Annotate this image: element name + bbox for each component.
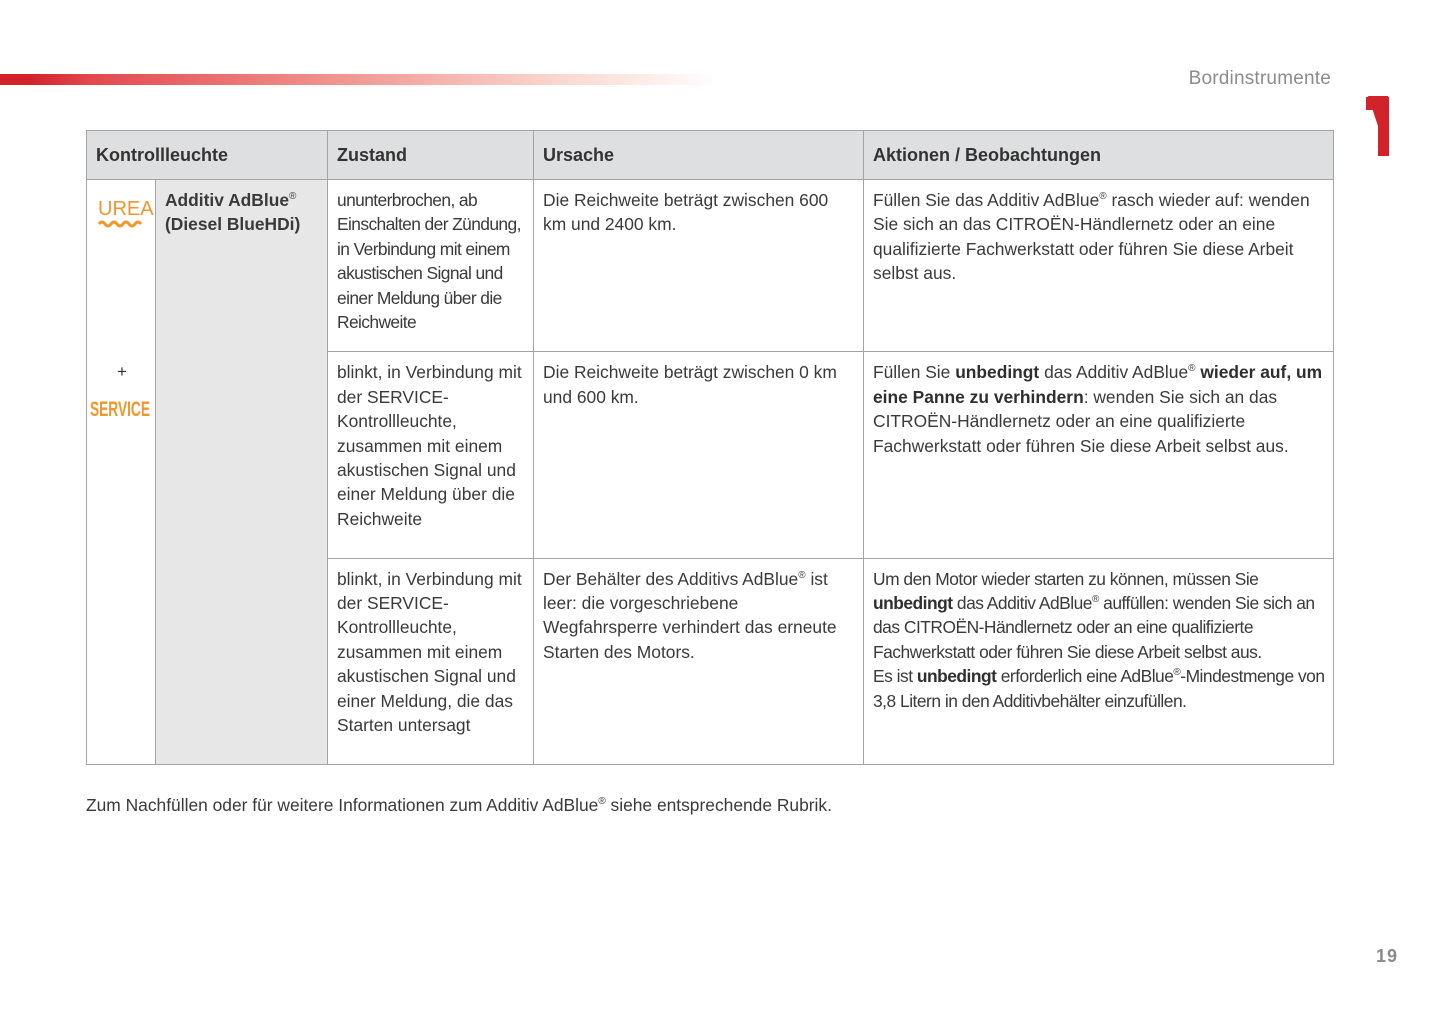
row3-aktion-d: auffüllen: wenden Sie sich an das CITROËN-Händlernetz oder an eine qualifizierte Fachwerkstatt oder führen Sie diese Arbeit selbst aus.: [873, 593, 1315, 662]
indicator-engine: (Diesel BlueHDi): [165, 214, 301, 235]
page-number: 19: [1376, 946, 1399, 966]
row3-aktion-e: Es ist: [873, 666, 917, 687]
row3-aktion-g: erforderlich eine AdBlue: [996, 666, 1174, 687]
table-header-row: [87, 131, 1334, 180]
footnote-text-a: Zum Nachfüllen oder für weitere Informationen zum Additiv AdBlue: [86, 795, 599, 815]
row1-aktion-a: Füllen Sie das Additiv AdBlue: [873, 190, 1100, 210]
row3-zustand: blinkt, in Verbindung mit der SERVICE-Kontrollleuchte, zusammen mit einem akustischen Signal und einer Meldung, die das Starten untersagt: [328, 558, 534, 764]
row3-ursache: [534, 558, 864, 764]
footnote-text-b: siehe entsprechende Rubrik.: [605, 795, 832, 815]
registered-mark: ®: [798, 569, 806, 581]
registered-mark: ®: [598, 796, 606, 807]
col-header-kontrollleuchte: Kontrollleuchte: [87, 131, 328, 180]
row1-zustand: ununterbrochen, ab Einschalten der Zündung, in Verbindung mit einem akustischen Signal und einer Meldung über die Reichweite: [328, 180, 534, 352]
indicator-icons-cell: [87, 180, 156, 765]
warning-light-table: [86, 130, 1334, 765]
registered-mark: ®: [1173, 667, 1181, 679]
urea-warning-icon: [97, 195, 154, 237]
col-header-aktionen: Aktionen / Beobachtungen: [864, 131, 1334, 180]
indicator-name-cell: [156, 180, 328, 765]
row2-aktion-c: das Additiv AdBlue: [1039, 362, 1189, 383]
chapter-number-glyph: [1366, 86, 1404, 166]
registered-mark: ®: [1091, 594, 1099, 606]
footnote: [86, 795, 832, 816]
col-header-zustand: Zustand: [328, 131, 534, 180]
service-icon-label: SERVICE: [90, 398, 150, 421]
header-accent-bar: [0, 74, 720, 85]
row2-aktion-a: Füllen Sie: [873, 362, 956, 383]
registered-mark: ®: [288, 191, 297, 202]
plus-sign: +: [117, 362, 127, 381]
row1-ursache: Die Reichweite beträgt zwischen 600 km und 2400 km.: [534, 180, 864, 352]
row2-aktion-emphasis-2: wieder auf, um eine Panne zu verhindern: [873, 362, 1323, 407]
row3-ursache-b: ist leer: die vorgeschriebene Wegfahrsperre verhindert das erneute Starten des Motors.: [543, 568, 837, 662]
row3-aktion-h: -Mindestmenge von 3,8 Litern in den Additivbehälter einzufüllen.: [873, 666, 1325, 711]
row1-aktion-b: rasch wieder auf: wenden Sie sich an das CITROËN-Händlernetz oder an eine qualifizierte Fachwerkstatt oder führen Sie diese Arbeit selbst aus.: [873, 190, 1310, 284]
registered-mark: ®: [1188, 363, 1196, 375]
row1-aktion: [864, 180, 1334, 352]
row2-ursache: Die Reichweite beträgt zwischen 0 km und 600 km.: [534, 352, 864, 558]
row3-ursache-a: Der Behälter des Additivs AdBlue: [543, 568, 799, 589]
table-row: [87, 180, 1334, 352]
row3-aktion-emphasis-2: unbedingt: [916, 666, 997, 687]
row2-zustand: blinkt, in Verbindung mit der SERVICE-Kontrollleuchte, zusammen mit einem akustischen Signal und einer Meldung über die Reichweite: [328, 352, 534, 558]
registered-mark: ®: [1099, 191, 1107, 202]
row2-aktion-emphasis: unbedingt: [955, 362, 1040, 383]
urea-icon-label: UREA: [98, 198, 154, 220]
row3-aktion: [864, 558, 1334, 764]
section-title: Bordinstrumente: [1188, 68, 1331, 89]
service-warning-icon: [89, 393, 153, 429]
row3-aktion-a: Um den Motor wieder starten zu können, müssen Sie: [873, 568, 1259, 589]
row3-aktion-c: das Additiv AdBlue: [952, 593, 1092, 614]
row2-aktion: [864, 352, 1334, 558]
col-header-ursache: Ursache: [534, 131, 864, 180]
chapter-number: [1366, 86, 1404, 166]
row2-aktion-e: : wenden Sie sich an das CITROËN-Händlernetz oder an eine qualifizierte Fachwerkstatt oder führen Sie diese Arbeit selbst aus.: [873, 386, 1289, 456]
indicator-name: Additiv AdBlue: [165, 190, 289, 210]
row3-aktion-emphasis: unbedingt: [873, 593, 953, 614]
